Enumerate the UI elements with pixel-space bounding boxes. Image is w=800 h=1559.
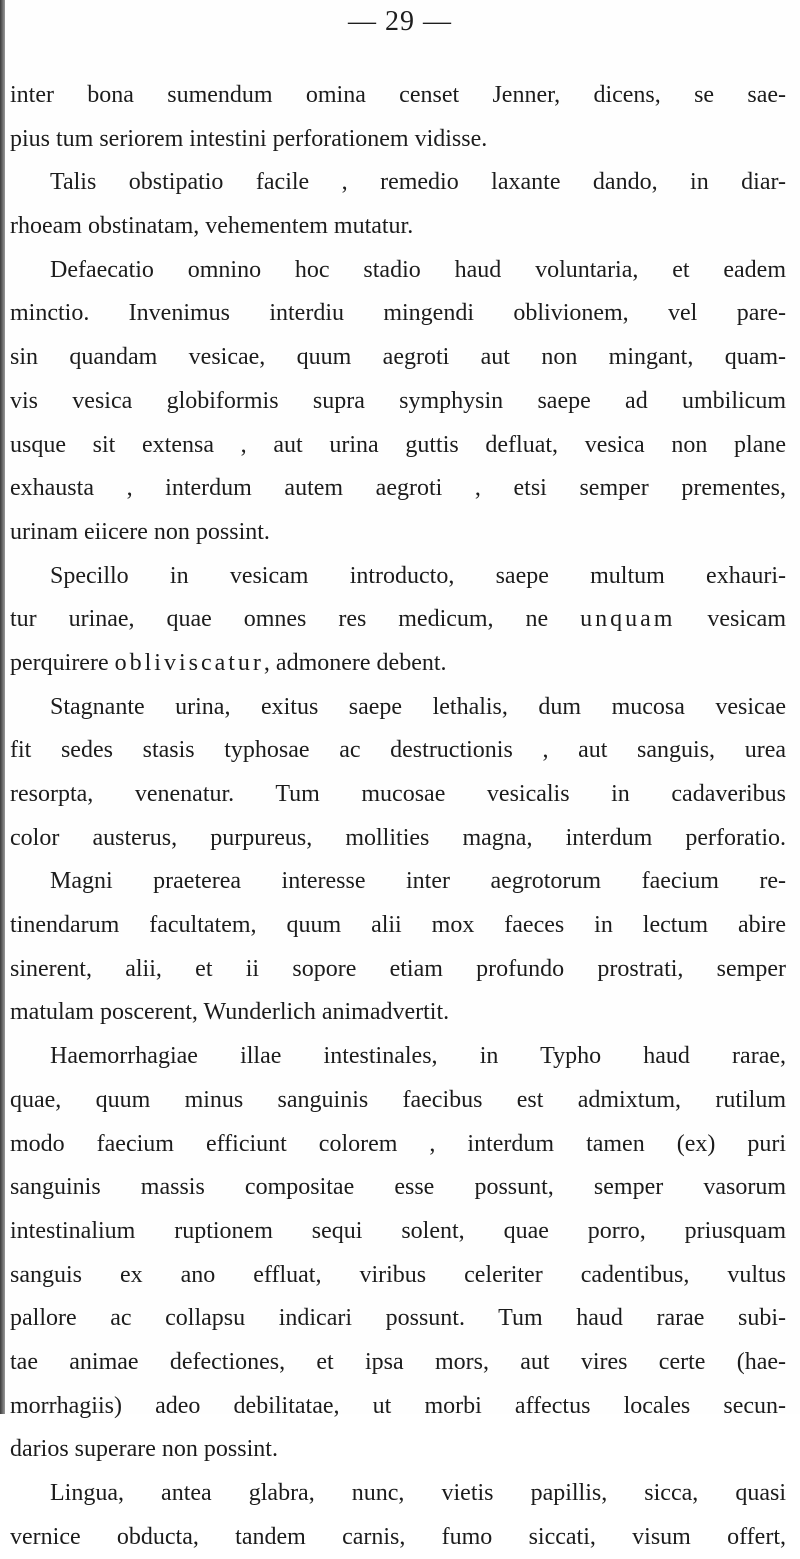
text-line: quae, quum minus sanguinis faecibus est admixtum, rutilum (10, 1086, 786, 1113)
text-line: Lingua, antea glabra, nunc, vietis papillis, sicca, quasi (50, 1480, 786, 1506)
text-line: sanguinis massis compositae esse possunt, semper vasorum (10, 1174, 786, 1201)
text-line: urinam eiicere non possint. (10, 518, 270, 545)
emphasized-word: unquam (580, 606, 676, 633)
text-segment: vesicam (707, 606, 786, 633)
emphasized-word: obliviscatur (114, 649, 264, 676)
text-line: tae animae defectiones, et ipsa mors, aut vires certe (hae- (10, 1348, 786, 1375)
text-line: Defaecatio omnino hoc stadio haud voluntaria, et eadem (50, 256, 786, 283)
text-line: color austerus, purpureus, mollities magna, interdum perforatio. (10, 824, 786, 851)
text-line: Haemorrhagiae illae intestinales, in Typho haud rarae, (50, 1043, 786, 1070)
text-segment: , admonere debent. (263, 649, 447, 676)
text-line: Magni praeterea interesse inter aegrotorum faecium re- (50, 868, 786, 895)
text-line: vis vesica globiformis supra symphysin saepe ad umbilicum (10, 387, 786, 414)
text-line: inter bona sumendum omina censet Jenner, dicens, se sae- (10, 82, 786, 108)
text-line: Specillo in vesicam introducto, saepe multum exhauri- (50, 562, 786, 589)
text-line: rhoeam obstinatam, vehementem mutatur. (10, 213, 414, 240)
text-segment: perquirere (10, 649, 109, 676)
text-line: darios superare non possint. (10, 1436, 278, 1463)
text-line: pius tum seriorem intestini perforationem vidisse. (10, 125, 488, 152)
text-line: sanguis ex ano effluat, viribus celeriter cadentibus, vultus (10, 1261, 786, 1288)
text-line: minctio. Invenimus interdiu mingendi oblivionem, vel pare- (10, 300, 786, 327)
text-line: sinerent, alii, et ii sopore etiam profundo prostrati, semper (10, 955, 786, 982)
text-line: modo faecium efficiunt colorem , interdum tamen (ex) puri (10, 1130, 786, 1157)
page-number: — 29 — (348, 6, 452, 37)
text-line: tinendarum facultatem, quum alii mox faeces in lectum abire (10, 912, 786, 939)
body-text (10, 74, 786, 1559)
text-line: morrhagiis) adeo debilitatae, ut morbi affectus locales secun- (10, 1392, 786, 1419)
text-segment: tur urinae, quae omnes res medicum, ne (10, 606, 549, 633)
text-line: resorpta, venenatur. Tum mucosae vesicalis in cadaveribus (10, 781, 786, 807)
text-line: Talis obstipatio facile , remedio laxante dando, in diar- (50, 169, 786, 196)
text-line: matulam poscerent, Wunderlich animadvertit. (10, 999, 450, 1026)
text-line (10, 642, 786, 686)
text-line: Stagnante urina, exitus saepe lethalis, dum mucosa vesicae (50, 693, 786, 720)
text-line: exhausta , interdum autem aegroti , etsi semper prementes, (10, 475, 786, 502)
binding-edge (0, 0, 5, 1414)
text-line: intestinalium ruptionem sequi solent, quae porro, priusquam (10, 1217, 786, 1244)
text-line: usque sit extensa , aut urina guttis defluat, vesica non plane (10, 431, 786, 458)
text-line (10, 598, 786, 642)
text-line: pallore ac collapsu indicari possunt. Tum haud rarae subi- (10, 1305, 786, 1332)
text-line: vernice obducta, tandem carnis, fumo siccati, visum offert, (10, 1523, 786, 1550)
text-line: fit sedes stasis typhosae ac destructionis , aut sanguis, urea (10, 737, 786, 764)
text-line: sin quandam vesicae, quum aegroti aut non mingant, quam- (10, 344, 786, 371)
